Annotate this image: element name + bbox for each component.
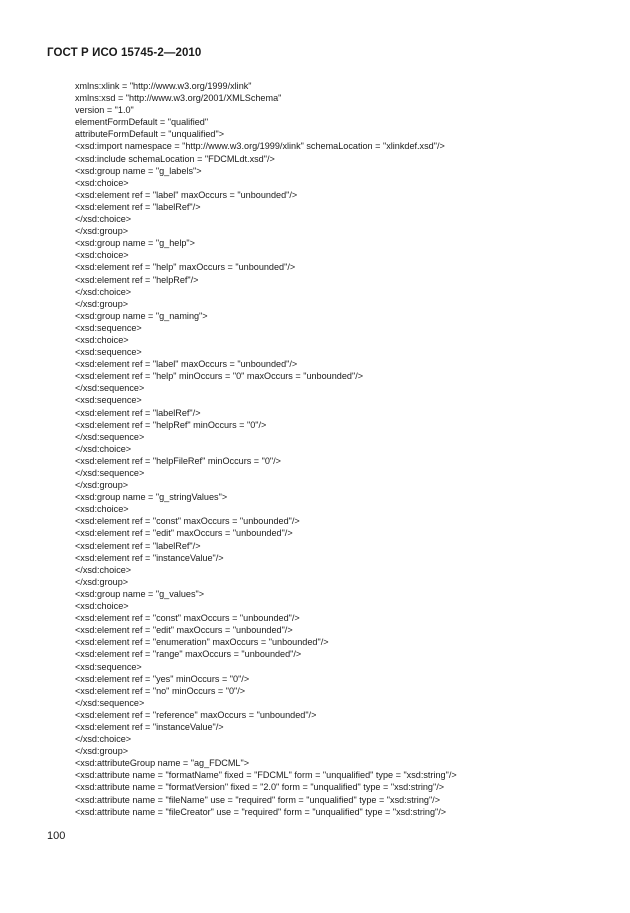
code-line: <xsd:group name = "g_labels"> — [75, 165, 202, 176]
code-line: xmlns:xlink = "http://www.w3.org/1999/xlink" — [75, 81, 252, 91]
code-line: <xsd:element ref = "reference" maxOccurs = "unbounded"/> — [75, 709, 317, 720]
code-line: </xsd:choice> — [75, 443, 132, 454]
code-line: <xsd:element ref = "yes" minOccurs = "0"/> — [75, 673, 250, 684]
code-line: </xsd:sequence> — [75, 383, 145, 394]
page-number: 100 — [47, 830, 66, 842]
code-line: <xsd:sequence> — [75, 322, 142, 333]
code-line: elementFormDefault = "qualified" — [75, 117, 209, 128]
code-line: <xsd:choice> — [75, 250, 129, 261]
code-line: </xsd:group> — [75, 746, 129, 757]
code-line: <xsd:sequence> — [75, 395, 142, 406]
code-line: <xsd:element ref = "help" maxOccurs = "unbounded"/> — [75, 262, 296, 273]
code-line: <xsd:element ref = "label" maxOccurs = "unbounded"/> — [75, 189, 298, 200]
code-line: <xsd:choice> — [75, 334, 129, 345]
code-line: <xsd:group name = "g_naming"> — [75, 310, 208, 321]
code-line: <xsd:element ref = "helpRef"/> — [75, 274, 199, 285]
code-line: <xsd:element ref = "labelRef"/> — [75, 407, 201, 418]
code-line: <xsd:sequence> — [75, 661, 142, 672]
code-line: <xsd:include schemaLocation = "FDCMLdt.xsd"/> — [75, 153, 275, 164]
code-line: <xsd:element ref = "enumeration" maxOccurs = "unbounded"/> — [75, 637, 329, 648]
code-line: <xsd:choice> — [75, 177, 129, 188]
code-line: <xsd:import namespace = "http://www.w3.org/1999/xlink" schemaLocation = "xlinkdef.xsd"/> — [75, 141, 445, 152]
code-line: <xsd:element ref = "instanceValue"/> — [75, 552, 224, 563]
code-line: <xsd:sequence> — [75, 347, 142, 358]
code-line: <xsd:element ref = "const" maxOccurs = "unbounded"/> — [75, 516, 300, 527]
code-line: </xsd:group> — [75, 480, 129, 491]
code-line: <xsd:attribute name = "fileName" use = "required" form = "unqualified" type = "xsd:string"/> — [75, 794, 441, 805]
code-line: <xsd:attribute name = "formatVersion" fixed = "2.0" form = "unqualified" type = "xsd:string"/> — [75, 782, 445, 793]
document-header: ГОСТ Р ИСО 15745-2—2010 — [47, 47, 202, 59]
xml-schema-listing — [75, 80, 615, 818]
code-line: <xsd:element ref = "helpFileRef" minOccurs = "0"/> — [75, 455, 281, 466]
code-line: </xsd:group> — [75, 576, 129, 587]
code-line: <xsd:element ref = "labelRef"/> — [75, 540, 201, 551]
code-line: </xsd:choice> — [75, 286, 132, 297]
code-line: <xsd:attributeGroup name = "ag_FDCML"> — [75, 758, 250, 769]
code-line: </xsd:sequence> — [75, 697, 145, 708]
code-line: <xsd:element ref = "const" maxOccurs = "unbounded"/> — [75, 613, 300, 624]
code-line: <xsd:element ref = "range" maxOccurs = "unbounded"/> — [75, 649, 302, 660]
code-line: <xsd:choice> — [75, 601, 129, 612]
code-line: <xsd:element ref = "helpRef" minOccurs = "0"/> — [75, 419, 267, 430]
code-line: </xsd:sequence> — [75, 468, 145, 478]
code-line: </xsd:group> — [75, 298, 129, 309]
code-line: </xsd:group> — [75, 226, 129, 237]
code-line: </xsd:choice> — [75, 214, 132, 225]
code-line: xmlns:xsd = "http://www.w3.org/2001/XMLSchema" — [75, 93, 282, 104]
code-line: <xsd:choice> — [75, 504, 129, 515]
code-line: <xsd:element ref = "labelRef"/> — [75, 201, 201, 212]
code-line: <xsd:group name = "g_values"> — [75, 588, 205, 599]
code-line: version = "1.0" — [75, 105, 134, 116]
code-line: <xsd:group name = "g_help"> — [75, 238, 195, 249]
code-line: </xsd:sequence> — [75, 431, 145, 442]
code-line: <xsd:element ref = "no" minOccurs = "0"/> — [75, 685, 246, 696]
code-line: <xsd:element ref = "help" minOccurs = "0" maxOccurs = "unbounded"/> — [75, 371, 364, 382]
code-line: <xsd:attribute name = "formatName" fixed = "FDCML" form = "unqualified" type = "xsd:string"/> — [75, 770, 457, 781]
code-line: <xsd:group name = "g_stringValues"> — [75, 492, 228, 503]
code-line: attributeFormDefault = "unqualified"> — [75, 129, 225, 140]
code-line: </xsd:choice> — [75, 564, 132, 575]
code-line: <xsd:element ref = "instanceValue"/> — [75, 721, 224, 732]
code-line: <xsd:element ref = "label" maxOccurs = "unbounded"/> — [75, 359, 298, 370]
code-line: <xsd:element ref = "edit" maxOccurs = "unbounded"/> — [75, 528, 293, 539]
code-line: </xsd:choice> — [75, 734, 132, 745]
code-line: <xsd:element ref = "edit" maxOccurs = "unbounded"/> — [75, 625, 293, 636]
code-line: <xsd:attribute name = "fileCreator" use = "required" form = "unqualified" type = "xsd:string"/> — [75, 806, 447, 817]
